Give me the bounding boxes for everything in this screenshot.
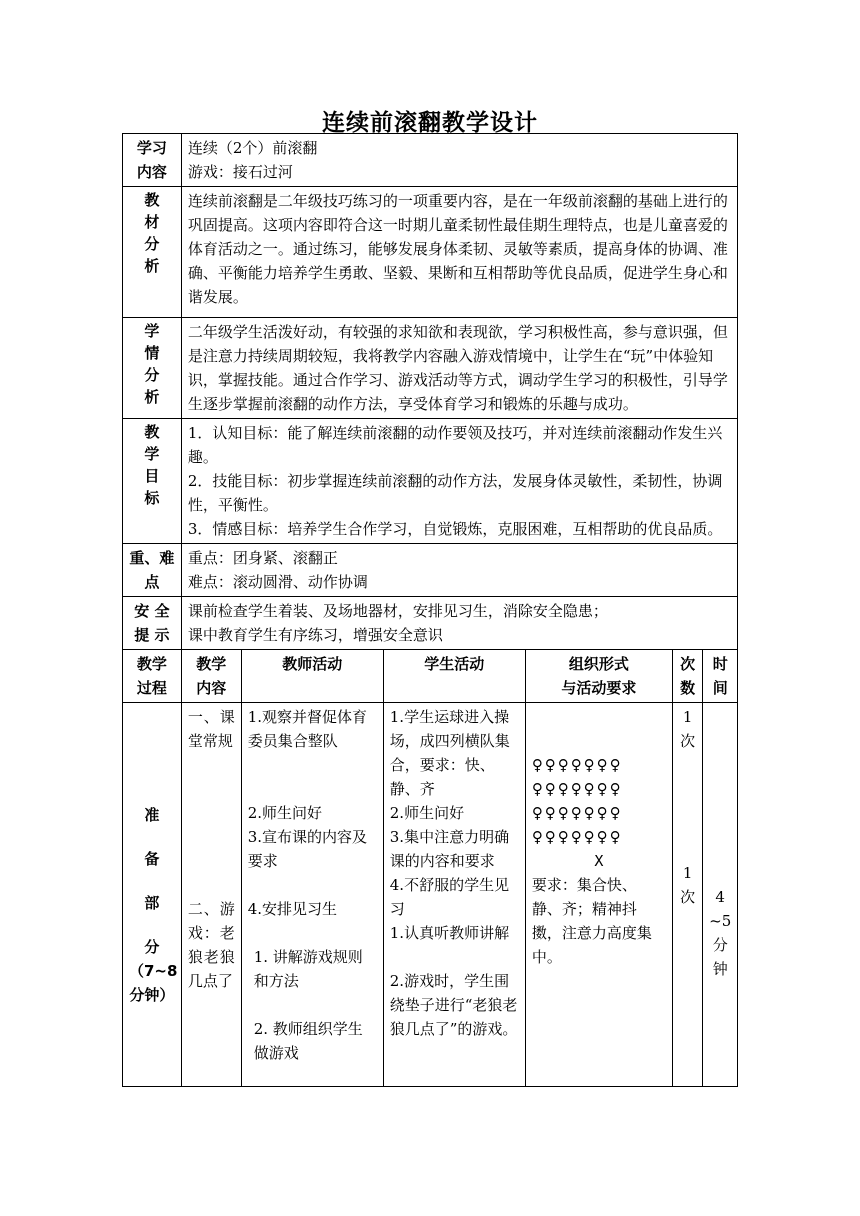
- label-teaching-goals: 教 学 目 标: [123, 419, 182, 544]
- lesson-plan-table: [122, 133, 738, 1087]
- label-key-points: 重、难 点: [123, 544, 182, 597]
- prep-student-activity: 1.学生运球进入操场，成四列横队集合，要求：快、静、齐 2.师生问好 3.集中注意力明确课的内容和要求 4.不舒服的学生见习 1.认真听教师讲解 2.游戏时，学生围绕垫子进行“老狼老狼几点了”的游戏。: [383, 703, 525, 1087]
- formation-teacher-mark: X: [594, 852, 604, 870]
- row-learning-content: [123, 134, 738, 187]
- formation-row: ♀♀♀♀♀♀♀: [531, 780, 623, 798]
- formation-row: ♀♀♀♀♀♀♀: [531, 756, 623, 774]
- material-analysis-text: 连续前滚翻是二年级技巧练习的一项重要内容，是在一年级前滚翻的基础上进行的巩固提高。这项内容即符合这一时期儿童柔韧性最佳期生理特点，也是儿童喜爱的体育活动之一。通过练习，能够发展身体柔韧、灵敏等素质，提高身体的协调、准确、平衡能力培养学生勇敢、坚毅、果断和互相帮助等优良品质，促进学生身心和谐发展。: [181, 187, 737, 318]
- student-analysis-text: 二年级学生活泼好动，有较强的求知欲和表现欲，学习积极性高，参与意识强，但是注意力持续周期较短，我将教学内容融入游戏情境中，让学生在“玩”中体验知识，掌握技能。通过合作学习、游戏活动等方式，调动学生学习的积极性，引导学生逐步掌握前滚翻的动作方法，享受体育学习和锻炼的乐趣与成功。: [181, 318, 737, 419]
- label-material-analysis: 教 材 分 析: [123, 187, 182, 318]
- goal-emotion: 3．情感目标：培养学生合作学习，自觉锻炼，克服困难，互相帮助的优良品质。: [187, 520, 723, 538]
- formation-row: ♀♀♀♀♀♀♀: [531, 828, 623, 846]
- learning-content-text: 连续（2个）前滚翻 游戏：接石过河: [181, 134, 737, 187]
- formation-requirement: 要求：集合快、静、齐；精神抖擞，注意力高度集中。: [531, 876, 652, 966]
- prep-content: [181, 703, 241, 1087]
- formation-row: ♀♀♀♀♀♀♀: [531, 804, 623, 822]
- header-content: 教学 内容: [181, 650, 241, 703]
- prep-duration: 4 ~5 分 钟: [703, 703, 738, 1087]
- label-safety: 安 全 提 示: [123, 597, 182, 650]
- safety-text: 课前检查学生着装、及场地器材，安排见习生，消除安全隐患； 课中教育学生有序练习，增强安全意识: [181, 597, 737, 650]
- page-title: 连续前滚翻教学设计: [322, 110, 538, 136]
- prep-times: 1 次 1 次: [672, 703, 702, 1087]
- goal-cognitive: 1．认知目标：能了解连续前滚翻的动作要领及技巧，并对连续前滚翻动作发生兴趣。: [187, 424, 723, 466]
- row-student-analysis: [123, 318, 738, 419]
- label-learning-content: 学习 内容: [123, 134, 182, 187]
- prep-organization: [525, 703, 672, 1087]
- teaching-goals-text: [181, 419, 737, 544]
- header-duration: 时 间: [703, 650, 738, 703]
- stage-preparation: 准 备 部 分 （7~8 分钟）: [123, 703, 182, 1087]
- label-student-analysis: 学 情 分 析: [123, 318, 182, 419]
- row-teaching-goals: [123, 419, 738, 544]
- row-safety: [123, 597, 738, 650]
- goal-skill: 2．技能目标：初步掌握连续前滚翻的动作方法，发展身体灵敏性，柔韧性，协调性，平衡性。: [187, 472, 723, 514]
- row-preparation: [123, 703, 738, 1087]
- prep-teacher-activity: 1.观察并督促体育委员集合整队 2.师生问好 3.宣布课的内容及要求 4.安排见习生 1. 讲解游戏规则和方法 2. 教师组织学生做游戏: [241, 703, 383, 1087]
- content-class-routine: 一、课堂常规: [187, 708, 235, 750]
- header-teacher: 教师活动: [241, 650, 383, 703]
- formation-diagram: [532, 753, 666, 873]
- header-times: 次 数: [672, 650, 702, 703]
- header-organization: 组织形式 与活动要求: [525, 650, 672, 703]
- process-header-row: [123, 650, 738, 703]
- header-student: 学生活动: [383, 650, 525, 703]
- content-game: 二、游戏：老狼老狼几点了: [187, 900, 235, 990]
- row-material-analysis: [123, 187, 738, 318]
- header-process: 教学 过程: [123, 650, 182, 703]
- row-key-points: [123, 544, 738, 597]
- key-points-text: 重点：团身紧、滚翻正 难点：滚动圆滑、动作协调: [181, 544, 737, 597]
